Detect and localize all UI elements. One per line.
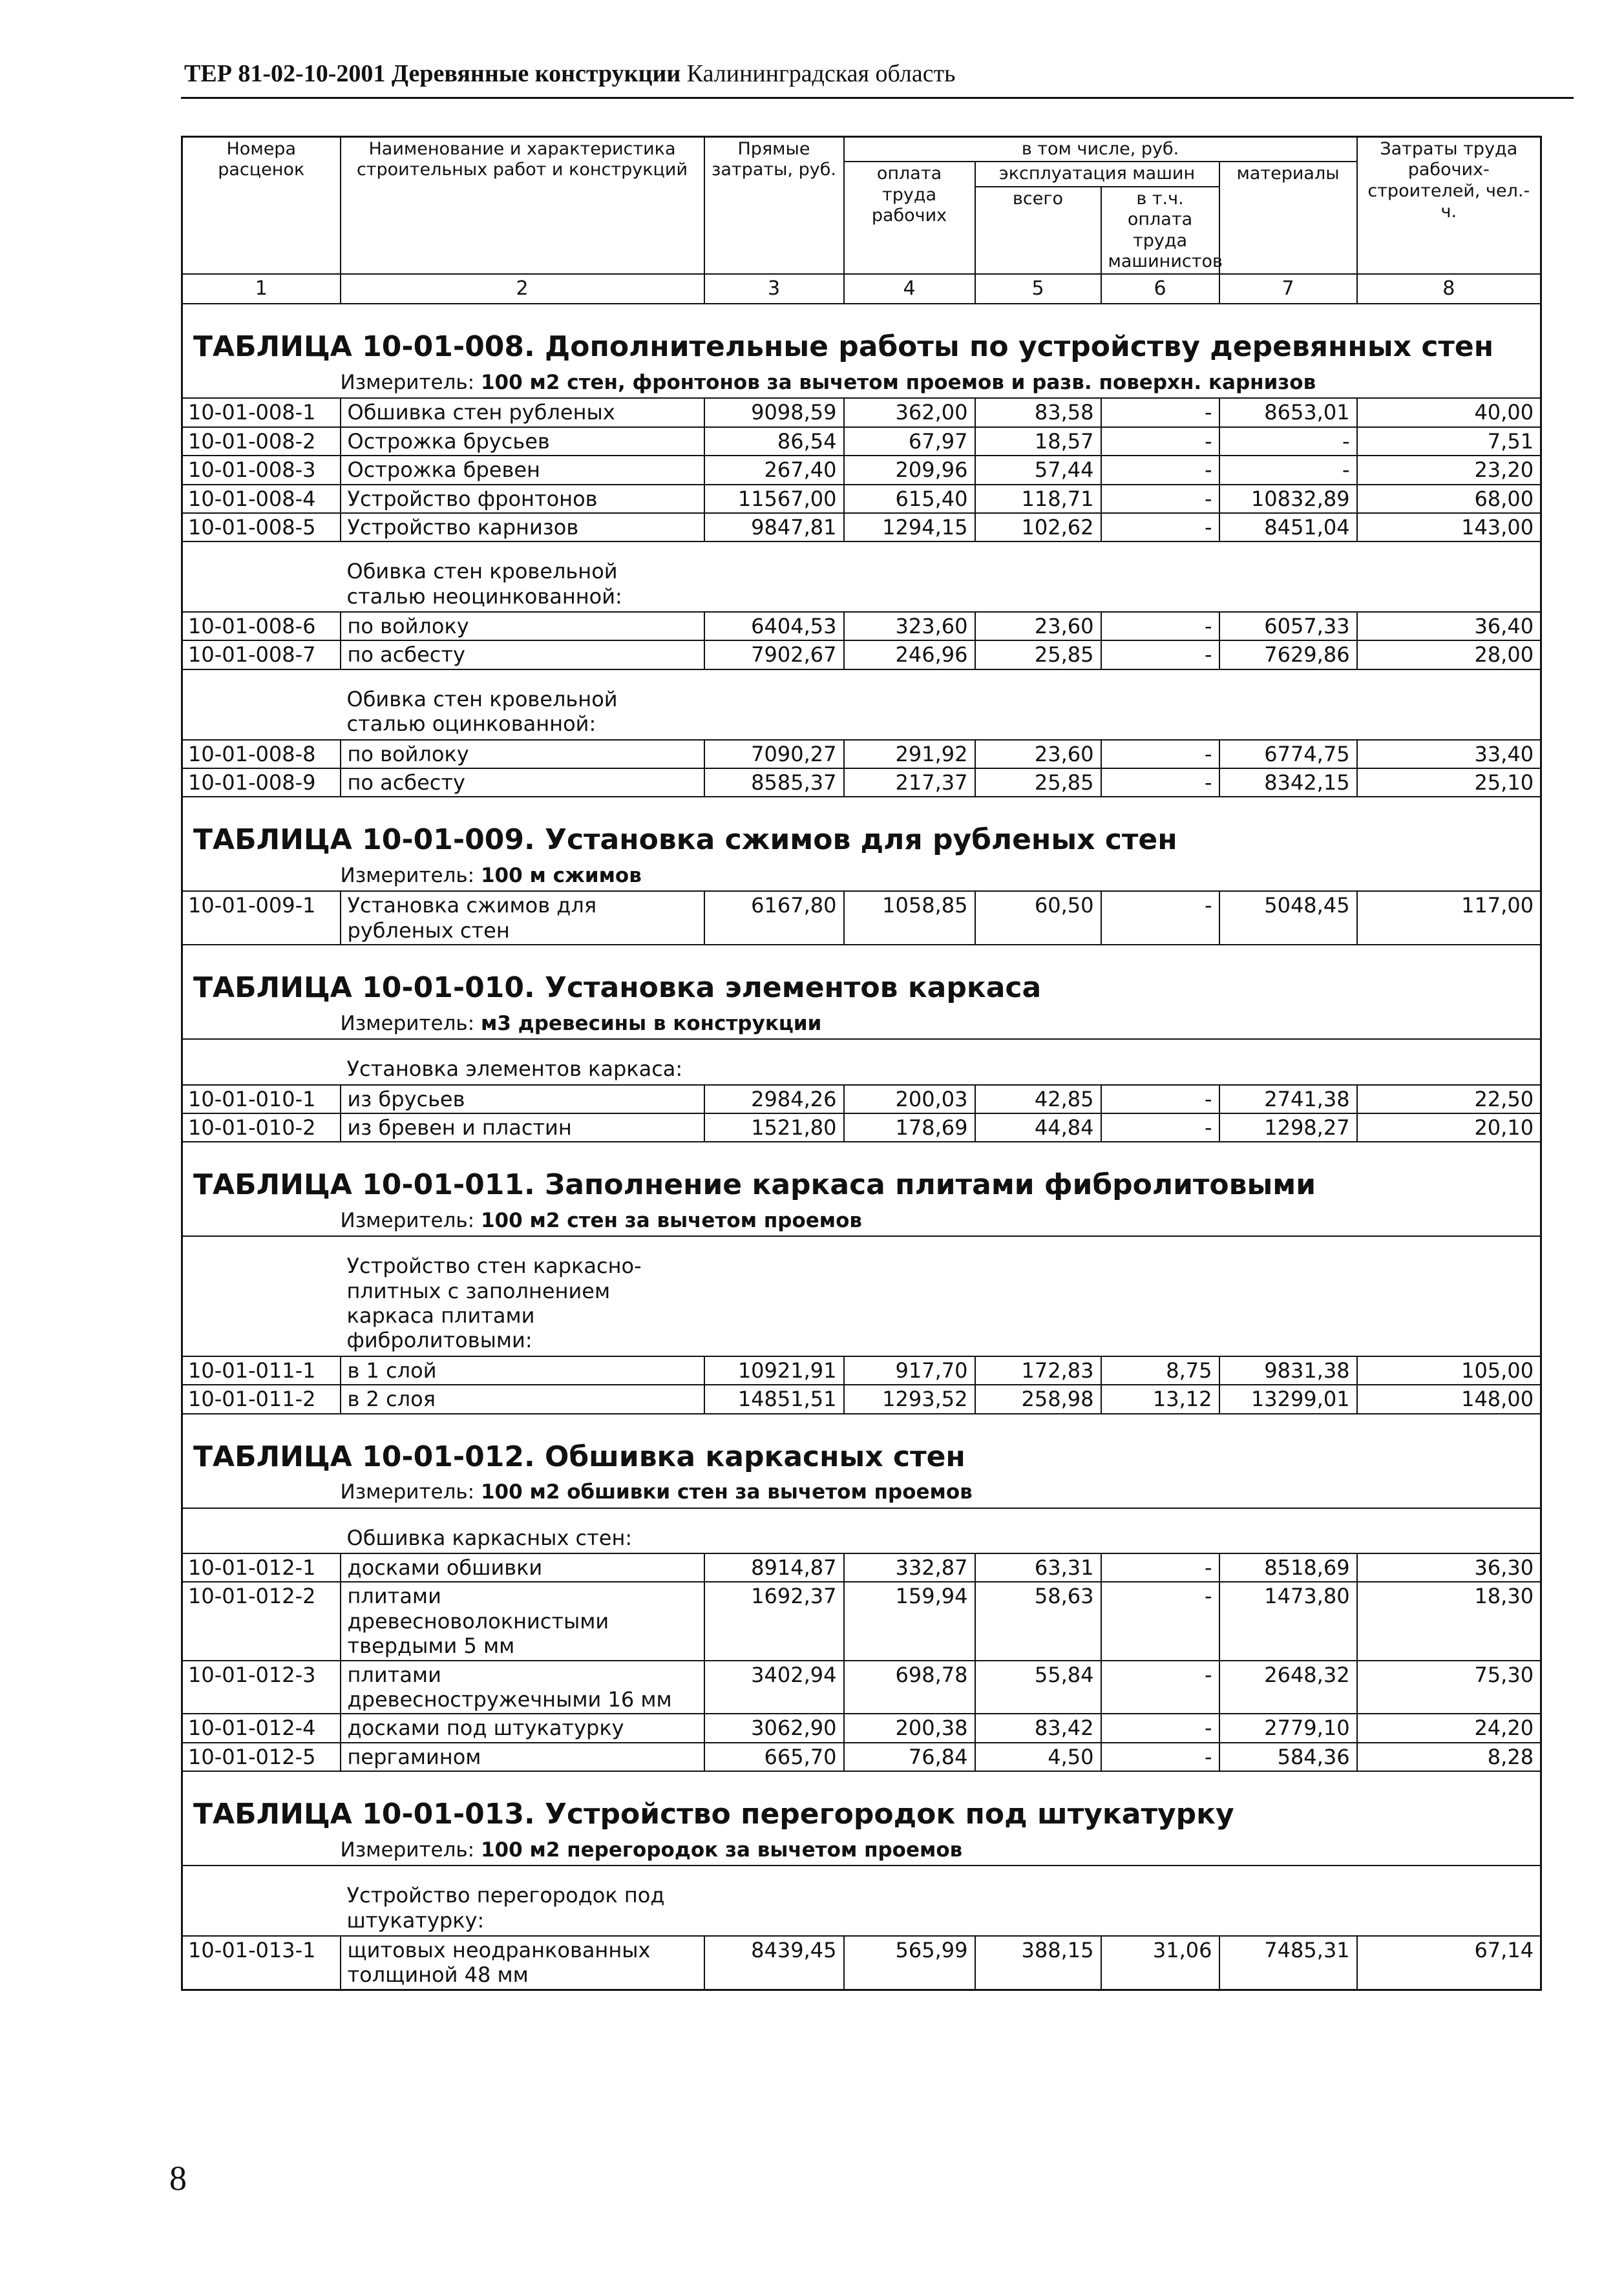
meter-cell bbox=[341, 1205, 1541, 1236]
work-name: по асбесту bbox=[341, 640, 704, 669]
direct-cost: 6167,80 bbox=[704, 891, 844, 945]
group-label: Обивка стен кровельной сталью оцинкованной: bbox=[341, 669, 704, 740]
work-name: в 2 слоя bbox=[341, 1385, 704, 1413]
materials-cost: 2779,10 bbox=[1219, 1714, 1357, 1742]
machines-total: 83,58 bbox=[975, 398, 1101, 426]
group-rest bbox=[704, 1508, 1541, 1553]
direct-cost: 2984,26 bbox=[704, 1085, 844, 1113]
column-number: 8 bbox=[1357, 274, 1541, 304]
machines-total: 60,50 bbox=[975, 891, 1101, 945]
machines-total: 63,31 bbox=[975, 1553, 1101, 1582]
col-direct-header: Прямые затраты, руб. bbox=[704, 137, 844, 275]
machines-total: 25,85 bbox=[975, 640, 1101, 669]
labor-hours: 23,20 bbox=[1357, 456, 1541, 484]
machines-pay: 8,75 bbox=[1101, 1356, 1219, 1385]
machines-total: 118,71 bbox=[975, 485, 1101, 513]
group-label: Устройство перегородок под штукатурку: bbox=[341, 1866, 704, 1936]
labor-hours: 117,00 bbox=[1357, 891, 1541, 945]
direct-cost: 665,70 bbox=[704, 1743, 844, 1771]
materials-cost: 5048,45 bbox=[1219, 891, 1357, 945]
machines-total: 42,85 bbox=[975, 1085, 1101, 1113]
direct-cost: 3402,94 bbox=[704, 1661, 844, 1714]
meter-value: 100 м2 перегородок за вычетом проемов bbox=[480, 1838, 963, 1862]
machines-pay: 13,12 bbox=[1101, 1385, 1219, 1413]
work-name: досками обшивки bbox=[341, 1553, 704, 1582]
rate-code: 10-01-012-4 bbox=[182, 1714, 341, 1742]
table-row bbox=[182, 1085, 1541, 1113]
meter-row bbox=[182, 1008, 1541, 1039]
meter-spacer bbox=[182, 367, 341, 398]
table-header bbox=[182, 137, 1541, 304]
machines-total: 57,44 bbox=[975, 456, 1101, 484]
meter-spacer bbox=[182, 860, 341, 891]
work-name: по войлоку bbox=[341, 612, 704, 640]
table-row bbox=[182, 1936, 1541, 1990]
work-name: Устройство фронтонов bbox=[341, 485, 704, 513]
group-spacer bbox=[182, 1039, 341, 1084]
table-row bbox=[182, 1661, 1541, 1714]
section-heading-row bbox=[182, 945, 1541, 1008]
machines-pay: - bbox=[1101, 768, 1219, 797]
meter-row bbox=[182, 1834, 1541, 1866]
group-spacer bbox=[182, 669, 341, 740]
meter-row bbox=[182, 860, 1541, 891]
col-labor-pay-header: оплата труда рабочих bbox=[844, 162, 975, 274]
meter-row bbox=[182, 1477, 1541, 1508]
table-body bbox=[182, 304, 1541, 1990]
work-name: Острожка бревен bbox=[341, 456, 704, 484]
machines-pay: - bbox=[1101, 1582, 1219, 1660]
section-heading-row bbox=[182, 1771, 1541, 1834]
materials-cost: 8518,69 bbox=[1219, 1553, 1357, 1582]
labor-pay: 217,37 bbox=[844, 768, 975, 797]
materials-cost: 7485,31 bbox=[1219, 1936, 1357, 1990]
table-row bbox=[182, 640, 1541, 669]
direct-cost: 6404,53 bbox=[704, 612, 844, 640]
group-rest bbox=[704, 669, 1541, 740]
meter-spacer bbox=[182, 1205, 341, 1236]
meter-value: 100 м сжимов bbox=[480, 864, 642, 888]
machines-pay: - bbox=[1101, 1743, 1219, 1771]
materials-cost: - bbox=[1219, 427, 1357, 456]
document-title: Деревянные конструкции bbox=[391, 60, 681, 87]
section-heading: ТАБЛИЦА 10-01-013. Устройство перегородок под штукатурку bbox=[193, 1798, 1234, 1831]
table-row bbox=[182, 398, 1541, 426]
meter-row bbox=[182, 367, 1541, 398]
work-name: досками под штукатурку bbox=[341, 1714, 704, 1742]
labor-pay: 323,60 bbox=[844, 612, 975, 640]
norms-table bbox=[181, 136, 1542, 1991]
direct-cost: 267,40 bbox=[704, 456, 844, 484]
labor-hours: 68,00 bbox=[1357, 485, 1541, 513]
work-name: Острожка брусьев bbox=[341, 427, 704, 456]
header-rule bbox=[181, 97, 1574, 99]
labor-pay: 159,94 bbox=[844, 1582, 975, 1660]
col-machines-header: эксплуатация машин bbox=[975, 162, 1219, 186]
machines-pay: - bbox=[1101, 1553, 1219, 1582]
labor-hours: 143,00 bbox=[1357, 513, 1541, 541]
group-row bbox=[182, 669, 1541, 740]
meter-label: Измеритель: bbox=[340, 1011, 475, 1035]
work-name: Устройство карнизов bbox=[341, 513, 704, 541]
group-spacer bbox=[182, 1508, 341, 1553]
work-name: Установка сжимов для рубленых стен bbox=[341, 891, 704, 945]
meter-label: Измеритель: bbox=[340, 371, 475, 395]
materials-cost: 8653,01 bbox=[1219, 398, 1357, 426]
meter-value: 100 м2 стен, фронтонов за вычетом проемов и разв. поверхн. карнизов bbox=[480, 371, 1316, 395]
group-label: Обшивка каркасных стен: bbox=[341, 1508, 704, 1553]
col-machines-total-header: всего bbox=[975, 187, 1101, 275]
column-number: 1 bbox=[182, 274, 341, 304]
materials-cost: 1473,80 bbox=[1219, 1582, 1357, 1660]
col-materials-header: материалы bbox=[1219, 162, 1357, 274]
materials-cost: 7629,86 bbox=[1219, 640, 1357, 669]
labor-hours: 67,14 bbox=[1357, 1936, 1541, 1990]
meter-cell bbox=[341, 860, 1541, 891]
section-heading-row bbox=[182, 304, 1541, 367]
work-name: из брусьев bbox=[341, 1085, 704, 1113]
direct-cost: 10921,91 bbox=[704, 1356, 844, 1385]
direct-cost: 9847,81 bbox=[704, 513, 844, 541]
rate-code: 10-01-008-3 bbox=[182, 456, 341, 484]
labor-pay: 565,99 bbox=[844, 1936, 975, 1990]
labor-pay: 615,40 bbox=[844, 485, 975, 513]
direct-cost: 14851,51 bbox=[704, 1385, 844, 1413]
rate-code: 10-01-012-2 bbox=[182, 1582, 341, 1660]
table-row bbox=[182, 485, 1541, 513]
group-label: Обивка стен кровельной сталью неоцинкованной: bbox=[341, 541, 704, 612]
machines-total: 23,60 bbox=[975, 740, 1101, 768]
machines-pay: - bbox=[1101, 1661, 1219, 1714]
rate-code: 10-01-008-7 bbox=[182, 640, 341, 669]
table-row bbox=[182, 891, 1541, 945]
direct-cost: 7902,67 bbox=[704, 640, 844, 669]
column-number: 4 bbox=[844, 274, 975, 304]
labor-hours: 75,30 bbox=[1357, 1661, 1541, 1714]
group-label: Устройство стен каркасно-плитных с заполнением каркаса плитами фибролитовыми: bbox=[341, 1236, 704, 1356]
machines-pay: - bbox=[1101, 1085, 1219, 1113]
meter-spacer bbox=[182, 1834, 341, 1866]
work-name: по войлоку bbox=[341, 740, 704, 768]
machines-pay: - bbox=[1101, 456, 1219, 484]
machines-total: 58,63 bbox=[975, 1582, 1101, 1660]
meter-cell bbox=[341, 1477, 1541, 1508]
labor-hours: 28,00 bbox=[1357, 640, 1541, 669]
machines-total: 25,85 bbox=[975, 768, 1101, 797]
labor-hours: 25,10 bbox=[1357, 768, 1541, 797]
materials-cost: 584,36 bbox=[1219, 1743, 1357, 1771]
direct-cost: 8585,37 bbox=[704, 768, 844, 797]
labor-pay: 246,96 bbox=[844, 640, 975, 669]
meter-cell bbox=[341, 367, 1541, 398]
table-row bbox=[182, 1385, 1541, 1413]
work-name: Обшивка стен рубленых bbox=[341, 398, 704, 426]
column-number: 3 bbox=[704, 274, 844, 304]
meter-label: Измеритель: bbox=[340, 1480, 475, 1504]
column-numbers-row bbox=[182, 274, 1541, 304]
group-spacer bbox=[182, 541, 341, 612]
rate-code: 10-01-008-5 bbox=[182, 513, 341, 541]
col-number-header: Номера расценок bbox=[182, 137, 341, 275]
col-labor-header: Затраты труда рабочих-строителей, чел.-ч. bbox=[1357, 137, 1541, 275]
direct-cost: 3062,90 bbox=[704, 1714, 844, 1742]
rate-code: 10-01-012-5 bbox=[182, 1743, 341, 1771]
rate-code: 10-01-012-1 bbox=[182, 1553, 341, 1582]
labor-pay: 1293,52 bbox=[844, 1385, 975, 1413]
labor-pay: 200,38 bbox=[844, 1714, 975, 1742]
table-row bbox=[182, 1113, 1541, 1142]
group-label: Установка элементов каркаса: bbox=[341, 1039, 704, 1084]
column-number: 7 bbox=[1219, 274, 1357, 304]
labor-pay: 67,97 bbox=[844, 427, 975, 456]
labor-pay: 917,70 bbox=[844, 1356, 975, 1385]
rate-code: 10-01-010-1 bbox=[182, 1085, 341, 1113]
table-row bbox=[182, 1356, 1541, 1385]
section-heading-row bbox=[182, 797, 1541, 860]
meter-label: Измеритель: bbox=[340, 1838, 475, 1862]
labor-pay: 209,96 bbox=[844, 456, 975, 484]
machines-pay: - bbox=[1101, 740, 1219, 768]
section-heading: ТАБЛИЦА 10-01-010. Установка элементов каркаса bbox=[193, 971, 1042, 1005]
rate-code: 10-01-008-9 bbox=[182, 768, 341, 797]
machines-total: 102,62 bbox=[975, 513, 1101, 541]
labor-pay: 362,00 bbox=[844, 398, 975, 426]
meter-cell bbox=[341, 1834, 1541, 1866]
materials-cost: 10832,89 bbox=[1219, 485, 1357, 513]
column-number: 6 bbox=[1101, 274, 1219, 304]
section-heading: ТАБЛИЦА 10-01-009. Установка сжимов для рубленых стен bbox=[193, 823, 1177, 857]
labor-hours: 18,30 bbox=[1357, 1582, 1541, 1660]
rate-code: 10-01-012-3 bbox=[182, 1661, 341, 1714]
meter-cell bbox=[341, 1008, 1541, 1039]
meter-value: 100 м2 стен за вычетом проемов bbox=[480, 1209, 863, 1233]
labor-pay: 332,87 bbox=[844, 1553, 975, 1582]
machines-total: 388,15 bbox=[975, 1936, 1101, 1990]
direct-cost: 86,54 bbox=[704, 427, 844, 456]
labor-pay: 698,78 bbox=[844, 1661, 975, 1714]
direct-cost: 9098,59 bbox=[704, 398, 844, 426]
table-row bbox=[182, 740, 1541, 768]
table-row bbox=[182, 612, 1541, 640]
labor-hours: 33,40 bbox=[1357, 740, 1541, 768]
machines-total: 44,84 bbox=[975, 1113, 1101, 1142]
group-rest bbox=[704, 1039, 1541, 1084]
work-name: плитами древесностружечными 16 мм bbox=[341, 1661, 704, 1714]
group-rest bbox=[704, 1236, 1541, 1356]
region-name: Калининградская область bbox=[686, 60, 956, 87]
rate-code: 10-01-011-1 bbox=[182, 1356, 341, 1385]
rate-code: 10-01-008-1 bbox=[182, 398, 341, 426]
table-row bbox=[182, 1553, 1541, 1582]
labor-pay: 200,03 bbox=[844, 1085, 975, 1113]
section-heading: ТАБЛИЦА 10-01-011. Заполнение каркаса плитами фибролитовыми bbox=[193, 1168, 1316, 1202]
table-row bbox=[182, 456, 1541, 484]
work-name: по асбесту bbox=[341, 768, 704, 797]
rate-code: 10-01-010-2 bbox=[182, 1113, 341, 1142]
machines-pay: 31,06 bbox=[1101, 1936, 1219, 1990]
direct-cost: 8914,87 bbox=[704, 1553, 844, 1582]
machines-pay: - bbox=[1101, 891, 1219, 945]
meter-label: Измеритель: bbox=[340, 864, 475, 888]
group-rest bbox=[704, 1866, 1541, 1936]
col-machines-pay-header: в т.ч. оплата труда машинистов bbox=[1101, 187, 1219, 275]
group-row bbox=[182, 1866, 1541, 1936]
meter-label: Измеритель: bbox=[340, 1209, 475, 1233]
machines-pay: - bbox=[1101, 612, 1219, 640]
materials-cost: 6057,33 bbox=[1219, 612, 1357, 640]
work-name: щитовых неодранкованных толщиной 48 мм bbox=[341, 1936, 704, 1990]
direct-cost: 11567,00 bbox=[704, 485, 844, 513]
labor-hours: 36,40 bbox=[1357, 612, 1541, 640]
column-number: 5 bbox=[975, 274, 1101, 304]
table-row bbox=[182, 427, 1541, 456]
group-rest bbox=[704, 541, 1541, 612]
rate-code: 10-01-008-8 bbox=[182, 740, 341, 768]
labor-hours: 105,00 bbox=[1357, 1356, 1541, 1385]
table-row bbox=[182, 1582, 1541, 1660]
labor-hours: 8,28 bbox=[1357, 1743, 1541, 1771]
table-row bbox=[182, 1714, 1541, 1742]
materials-cost: 8342,15 bbox=[1219, 768, 1357, 797]
materials-cost: 6774,75 bbox=[1219, 740, 1357, 768]
materials-cost: 1298,27 bbox=[1219, 1113, 1357, 1142]
materials-cost: 2741,38 bbox=[1219, 1085, 1357, 1113]
work-name: плитами древесноволокнистыми твердыми 5 мм bbox=[341, 1582, 704, 1660]
meter-spacer bbox=[182, 1008, 341, 1039]
direct-cost: 8439,45 bbox=[704, 1936, 844, 1990]
meter-spacer bbox=[182, 1477, 341, 1508]
group-spacer bbox=[182, 1866, 341, 1936]
machines-pay: - bbox=[1101, 640, 1219, 669]
rate-code: 10-01-011-2 bbox=[182, 1385, 341, 1413]
labor-pay: 291,92 bbox=[844, 740, 975, 768]
rate-code: 10-01-008-6 bbox=[182, 612, 341, 640]
materials-cost: 8451,04 bbox=[1219, 513, 1357, 541]
work-name: пергамином bbox=[341, 1743, 704, 1771]
rate-code: 10-01-013-1 bbox=[182, 1936, 341, 1990]
machines-pay: - bbox=[1101, 513, 1219, 541]
machines-total: 172,83 bbox=[975, 1356, 1101, 1385]
table-row bbox=[182, 768, 1541, 797]
machines-total: 4,50 bbox=[975, 1743, 1101, 1771]
machines-total: 83,42 bbox=[975, 1714, 1101, 1742]
running-header bbox=[184, 59, 956, 88]
section-heading-row bbox=[182, 1414, 1541, 1477]
labor-pay: 76,84 bbox=[844, 1743, 975, 1771]
labor-hours: 24,20 bbox=[1357, 1714, 1541, 1742]
labor-hours: 22,50 bbox=[1357, 1085, 1541, 1113]
col-including-header: в том числе, руб. bbox=[844, 137, 1357, 162]
materials-cost: 13299,01 bbox=[1219, 1385, 1357, 1413]
meter-value: м3 древесины в конструкции bbox=[480, 1011, 822, 1035]
table-row bbox=[182, 513, 1541, 541]
machines-pay: - bbox=[1101, 1113, 1219, 1142]
section-heading: ТАБЛИЦА 10-01-008. Дополнительные работы по устройству деревянных стен bbox=[193, 330, 1494, 364]
machines-pay: - bbox=[1101, 1714, 1219, 1742]
labor-pay: 1058,85 bbox=[844, 891, 975, 945]
section-heading: ТАБЛИЦА 10-01-012. Обшивка каркасных стен bbox=[193, 1440, 965, 1473]
machines-pay: - bbox=[1101, 427, 1219, 456]
labor-pay: 178,69 bbox=[844, 1113, 975, 1142]
rate-code: 10-01-008-2 bbox=[182, 427, 341, 456]
work-name: в 1 слой bbox=[341, 1356, 704, 1385]
materials-cost: 9831,38 bbox=[1219, 1356, 1357, 1385]
labor-hours: 40,00 bbox=[1357, 398, 1541, 426]
rate-code: 10-01-009-1 bbox=[182, 891, 341, 945]
machines-pay: - bbox=[1101, 398, 1219, 426]
labor-pay: 1294,15 bbox=[844, 513, 975, 541]
labor-hours: 7,51 bbox=[1357, 427, 1541, 456]
meter-value: 100 м2 обшивки стен за вычетом проемов bbox=[480, 1480, 973, 1504]
group-row bbox=[182, 1508, 1541, 1553]
machines-total: 55,84 bbox=[975, 1661, 1101, 1714]
table-row bbox=[182, 1743, 1541, 1771]
work-name: из бревен и пластин bbox=[341, 1113, 704, 1142]
group-row bbox=[182, 1236, 1541, 1356]
section-heading-row bbox=[182, 1142, 1541, 1205]
rate-code: 10-01-008-4 bbox=[182, 485, 341, 513]
direct-cost: 1692,37 bbox=[704, 1582, 844, 1660]
labor-hours: 148,00 bbox=[1357, 1385, 1541, 1413]
materials-cost: 2648,32 bbox=[1219, 1661, 1357, 1714]
machines-total: 258,98 bbox=[975, 1385, 1101, 1413]
page-number: 8 bbox=[169, 2159, 187, 2198]
direct-cost: 1521,80 bbox=[704, 1113, 844, 1142]
materials-cost: - bbox=[1219, 456, 1357, 484]
group-row bbox=[182, 1039, 1541, 1084]
machines-total: 23,60 bbox=[975, 612, 1101, 640]
group-spacer bbox=[182, 1236, 341, 1356]
machines-total: 18,57 bbox=[975, 427, 1101, 456]
document-code: ТЕР 81-02-10-2001 bbox=[184, 60, 386, 87]
labor-hours: 20,10 bbox=[1357, 1113, 1541, 1142]
labor-hours: 36,30 bbox=[1357, 1553, 1541, 1582]
col-name-header: Наименование и характеристика строительных работ и конструкций bbox=[341, 137, 704, 275]
column-number: 2 bbox=[341, 274, 704, 304]
group-row bbox=[182, 541, 1541, 612]
meter-row bbox=[182, 1205, 1541, 1236]
machines-pay: - bbox=[1101, 485, 1219, 513]
direct-cost: 7090,27 bbox=[704, 740, 844, 768]
